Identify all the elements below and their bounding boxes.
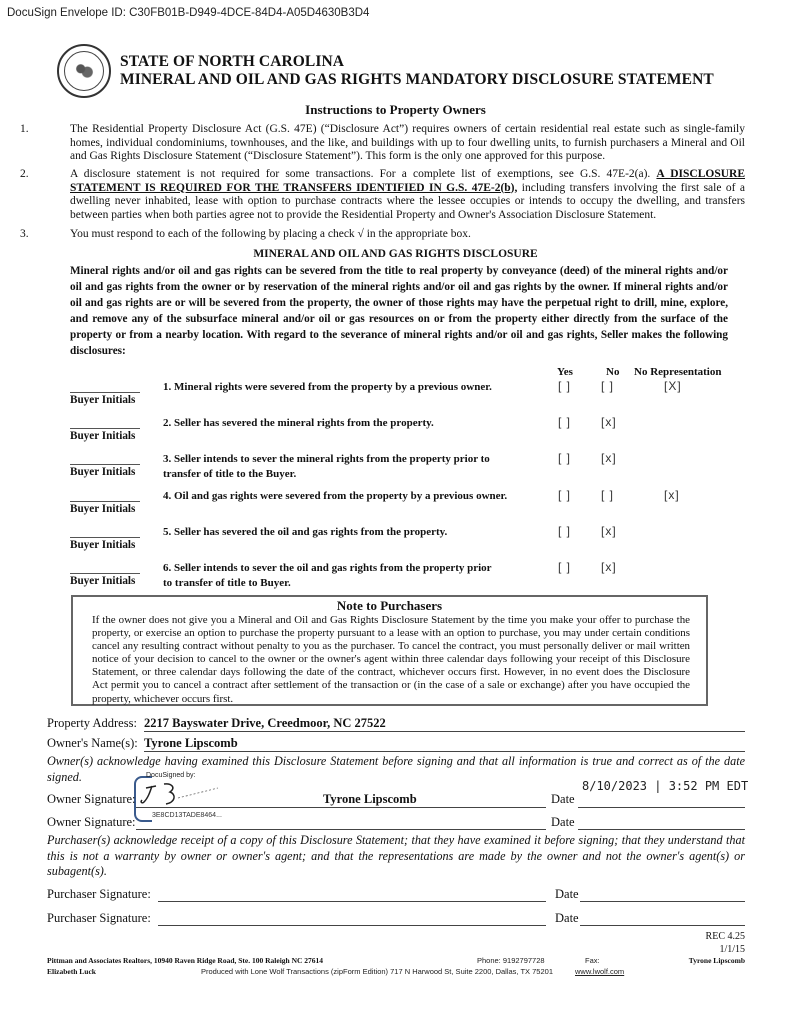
purchaser-signature-2-label: Purchaser Signature:	[47, 911, 151, 925]
yes-checkbox[interactable]: [ ]	[558, 524, 572, 538]
buyer-initials-label: Buyer Initials	[70, 430, 136, 442]
no-representation-checkbox[interactable]: [X]	[664, 379, 682, 393]
instruction-text: A disclosure statement is not required for some transactions. For a complete list of exemptions, see G.S. 47E-2(a).	[70, 168, 657, 180]
owner-signature-label: Owner Signature:	[47, 792, 136, 806]
agent-name: Elizabeth Luck	[47, 967, 96, 976]
purchaser-date-line[interactable]	[580, 901, 745, 902]
column-yes: Yes	[557, 366, 573, 378]
owner-date-2-label: Date	[551, 815, 575, 829]
no-checkbox[interactable]: [x]	[601, 415, 617, 429]
form-title: MINERAL AND OIL AND GAS RIGHTS MANDATORY DISCLOSURE STATEMENT	[120, 71, 714, 88]
buyer-initials-line[interactable]	[70, 392, 140, 393]
owner-signature-line[interactable]	[136, 807, 546, 808]
question-text-continued: transfer of title to the Buyer.	[163, 468, 297, 480]
question-text-continued: to transfer of title to Buyer.	[163, 577, 291, 589]
yes-checkbox[interactable]: [ ]	[558, 451, 572, 465]
buyer-initials-line[interactable]	[70, 537, 140, 538]
owner-name-value[interactable]: Tyrone Lipscomb	[144, 736, 238, 750]
buyer-initials-line[interactable]	[70, 501, 140, 502]
owner-signature-2-label: Owner Signature:	[47, 815, 136, 829]
owner-acknowledgement: Owner(s) acknowledge having examined this Disclosure Statement before signing and that all information is true and correct as of the date signed.	[47, 754, 745, 784]
docusign-envelope-id: DocuSign Envelope ID: C30FB01B-D949-4DCE-84D4-A05D4630B3D4	[7, 7, 370, 19]
disclosure-intro: Mineral rights and/or oil and gas rights can be severed from the title to real property by conveyance (deed) of the mineral rights and/or oil and gas rights from the owner or by reservation of the mineral rights and/or oil and gas rights by the owner. If mineral rights and/or oil and gas rights are or will be severed from the property, the owner of those rights may have the perpetual right to drill, mine, explore, and remove any of the subsurface mineral and/or oil or gas resources on or from the property either directly from the surface of the property or from a nearby location. With regard to the severance of mineral rights and/or oil and gas rights, Seller makes the following disclosures:	[70, 265, 728, 357]
no-checkbox[interactable]: [ ]	[601, 379, 615, 393]
owner-name-line	[144, 751, 745, 752]
purchaser-date-2-label: Date	[555, 911, 579, 925]
no-checkbox[interactable]: [x]	[601, 451, 617, 465]
owner-date-value: 8/10/2023 | 3:52 PM EDT	[582, 779, 749, 793]
no-checkbox[interactable]: [ ]	[601, 488, 615, 502]
no-representation-checkbox[interactable]: [x]	[664, 488, 680, 502]
docusign-id: 3E8CD13TADE8464...	[152, 812, 222, 819]
question-text: 3. Seller intends to sever the mineral rights from the property prior to	[163, 453, 490, 465]
property-address-value[interactable]: 2217 Bayswater Drive, Creedmoor, NC 27522	[144, 716, 386, 730]
yes-checkbox[interactable]: [ ]	[558, 560, 572, 574]
question-text: 4. Oil and gas rights were severed from the property by a previous owner.	[163, 490, 508, 502]
no-checkbox[interactable]: [x]	[601, 524, 617, 538]
instruction-number: 1.	[20, 123, 29, 135]
lone-wolf-link[interactable]: www.lwolf.com	[575, 967, 625, 976]
produced-with: Produced with Lone Wolf Transactions (zipForm Edition) 717 N Harwood St, Suite 2200, Dallas, TX 75201	[201, 967, 553, 976]
purchaser-acknowledgement: Purchaser(s) acknowledge receipt of a copy of this Disclosure Statement; that they have examined it before signing; that they understand that this is not a warranty by owner or owner's agent; and that the representations are made by the owner and not the owner's agent(s) or subagent(s).	[47, 833, 745, 878]
owner-date-2-line[interactable]	[578, 829, 745, 830]
purchaser-signature-line[interactable]	[158, 901, 546, 902]
property-address-line	[144, 731, 745, 732]
buyer-initials-line[interactable]	[70, 573, 140, 574]
question-text: 5. Seller has severed the oil and gas rights from the property.	[163, 526, 448, 538]
question-text: 1. Mineral rights were severed from the property by a previous owner.	[163, 381, 492, 393]
phone-number: Phone: 9192797728	[477, 956, 545, 965]
buyer-initials-label: Buyer Initials	[70, 503, 136, 515]
file-name: Tyrone Lipscomb	[688, 956, 745, 965]
instruction-text: including transfers involving the first sale of a dwelling never inhabited, lease with option to purchase contracts where the lessee occupies or intends to occupy the dwelling, and transfers between parties when both parties agree not to provide the Residential Property and Owner's Association Disclosure Statement.	[70, 181, 745, 221]
instruction-item-3: You must respond to each of the following by placing a check √ in the appropriate box.	[70, 228, 471, 240]
instruction-number: 3.	[20, 228, 29, 240]
column-no-representation: No Representation	[634, 366, 722, 378]
owner-signature-name: Tyrone Lipscomb	[323, 792, 417, 806]
question-text: 6. Seller intends to sever the oil and gas rights from the property prior	[163, 562, 492, 574]
owner-date-label: Date	[551, 792, 575, 806]
nc-seal-icon	[57, 44, 111, 98]
question-text: 2. Seller has severed the mineral rights from the property.	[163, 417, 434, 429]
buyer-initials-line[interactable]	[70, 428, 140, 429]
fax-number: Fax:	[585, 956, 600, 965]
purchaser-date-label: Date	[555, 887, 579, 901]
purchaser-signature-2-line[interactable]	[158, 925, 546, 926]
purchaser-date-2-line[interactable]	[580, 925, 745, 926]
instruction-item-2	[70, 168, 745, 222]
form-code: REC 4.25	[705, 931, 745, 942]
buyer-initials-label: Buyer Initials	[70, 394, 136, 406]
owner-signature-2-line[interactable]	[136, 829, 546, 830]
form-date: 1/1/15	[719, 944, 745, 955]
instruction-number: 2.	[20, 168, 29, 180]
docusigned-by-label: DocuSigned by:	[146, 772, 196, 779]
instruction-item-1: The Residential Property Disclosure Act (G.S. 47E) (“Disclosure Act”) requires owners of certain residential real estate such as single-family homes, individual condominiums, townhouses, and the like, and buildings with up to four dwelling units, to furnish purchasers a Mineral and Oil and Gas Rights Disclosure Statement (“Disclosure Statement”). This form is the only one approved for this purpose.	[70, 123, 745, 163]
owner-name-label: Owner's Name(s):	[47, 736, 138, 750]
no-checkbox[interactable]: [x]	[601, 560, 617, 574]
instruction-emphasis: A DISCLOSURE STATEMENT IS REQUIRED FOR THE TRANSFERS IDENTIFIED IN G.S. 47E-2(b),	[70, 168, 745, 194]
purchaser-signature-label: Purchaser Signature:	[47, 887, 151, 901]
property-address-label: Property Address:	[47, 716, 137, 730]
form-title-state: STATE OF NORTH CAROLINA	[120, 53, 345, 70]
yes-checkbox[interactable]: [ ]	[558, 415, 572, 429]
note-body: If the owner does not give you a Mineral and Oil and Gas Rights Disclosure Statement by the time you make your offer to purchase the property, or exercise an option to purchase the property pursuant to a lease with an option to purchase, you may under certain conditions cancel any resulting contract without penalty to you as the purchaser. To cancel the contract, you must personally deliver or mail written notice of your decision to cancel to the owner or the owner's agent within three calendar days following your receipt of this Disclosure Statement, or three calendar days following the date of the contract, whichever occurs first. However, in no event does the Disclosure Act permit you to cancel a contract after settlement of the transaction or (in the case of a sale or exchange) after you have occupied the property, whichever occurs first.	[92, 614, 690, 705]
buyer-initials-label: Buyer Initials	[70, 575, 136, 587]
note-heading: Note to Purchasers	[336, 598, 443, 613]
disclosure-heading: MINERAL AND OIL AND GAS RIGHTS DISCLOSURE	[253, 248, 538, 260]
owner-date-line[interactable]	[578, 807, 745, 808]
note-to-purchasers-box	[71, 595, 708, 706]
brokerage-info: Pittman and Associates Realtors, 10940 Raven Ridge Road, Ste. 100 Raleigh NC 27614	[47, 956, 324, 965]
column-no: No	[606, 366, 620, 378]
instructions-heading: Instructions to Property Owners	[305, 102, 486, 117]
yes-checkbox[interactable]: [ ]	[558, 379, 572, 393]
buyer-initials-line[interactable]	[70, 464, 140, 465]
buyer-initials-label: Buyer Initials	[70, 466, 136, 478]
signature-scribble-icon	[138, 780, 228, 810]
buyer-initials-label: Buyer Initials	[70, 539, 136, 551]
yes-checkbox[interactable]: [ ]	[558, 488, 572, 502]
